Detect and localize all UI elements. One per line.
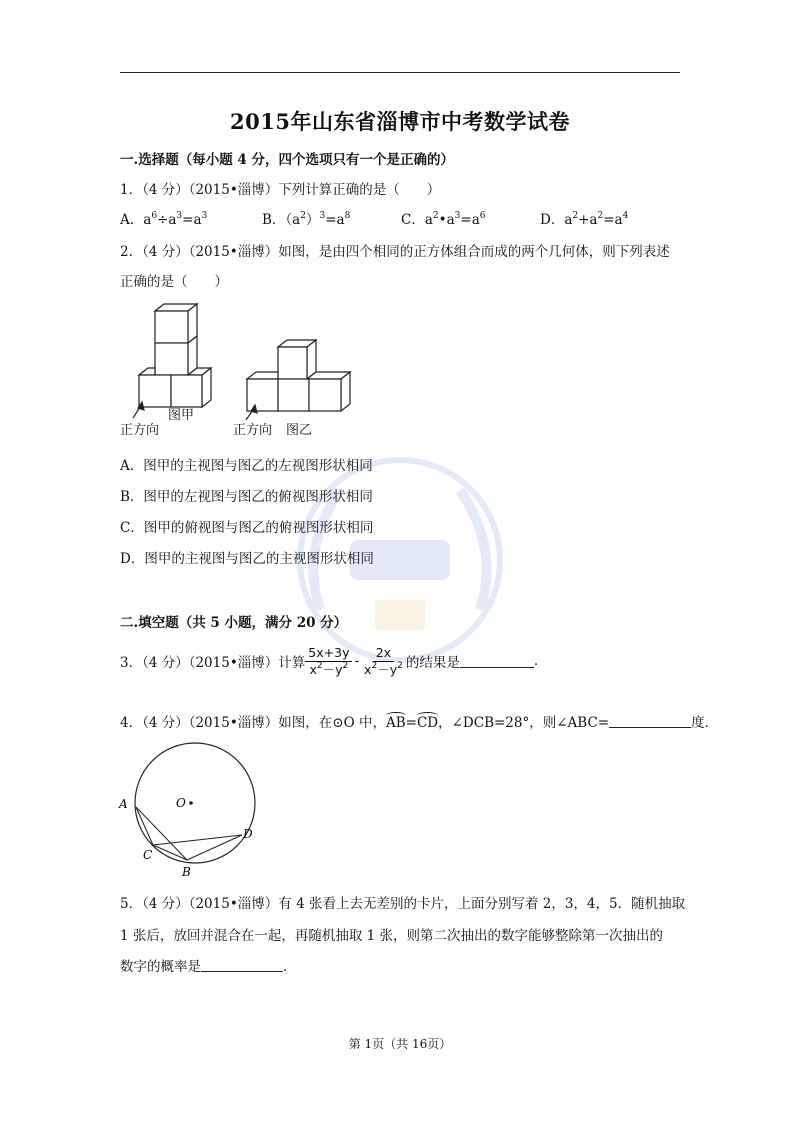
arc-cd: CD <box>416 715 439 731</box>
question-2-option-d: D．图甲的主视图与图乙的主视图形状相同 <box>120 551 374 567</box>
point-c-label: C <box>143 848 153 862</box>
point-a-label: A <box>119 797 128 811</box>
question-5-line3: 数字的概率是 ． <box>120 959 297 975</box>
question-4-circle-figure <box>115 740 275 880</box>
question-4: 4．（4 分）（2015•淄博）如图，在⊙O 中，AB=CD，∠DCB=28°，则∠ABC= 度． <box>120 715 719 731</box>
question-3: 3．（4 分）（2015•淄博）计算 $\frac{5x+3y}{x^2-y^2}$ - $\frac{2x}{x^2-y^2}$ 的结果是 . <box>120 645 539 677</box>
question-2-option-b: B．图甲的左视图与图乙的俯视图形状相同 <box>120 489 373 505</box>
question-1-option-d: D．$a^2+a^2=a^4$ <box>540 211 629 228</box>
page-title: 2015年山东省淄博市中考数学试卷 <box>230 109 570 134</box>
figure-yi-label: 图乙 <box>286 423 313 438</box>
center-dot <box>189 801 193 805</box>
question-3-answer-blank <box>460 655 534 668</box>
question-2-stem-line1: 2．（4 分）（2015•淄博）如图，是由四个相同的正方体组合而成的两个几何体，则下列表述 <box>120 244 670 260</box>
figure-yi-direction-label: 正方向 <box>233 423 273 438</box>
page-footer: 第 1页（共 16页） <box>348 1037 452 1051</box>
question-1-option-a: A．$a^6\div a^3=a^3$ <box>120 211 208 228</box>
figure-jia-direction-label: 正方向 <box>120 423 160 438</box>
question-2-option-c: C．图甲的俯视图与图乙的俯视图形状相同 <box>120 520 374 536</box>
question-1-stem: 1．（4 分）（2015•淄博）下列计算正确的是（ ） <box>120 182 441 198</box>
question-5-line2: 1 张后，放回并混合在一起，再随机抽取 1 张，则第二次抽出的数字能够整除第一次抽出的 <box>120 928 664 944</box>
point-b-label: B <box>182 865 191 879</box>
question-2-figure <box>115 298 365 438</box>
question-5-line1: 5．（4 分）（2015•淄博）有 4 张看上去无差别的卡片，上面分别写着 2，3，4，5．随机抽取 <box>120 896 686 912</box>
question-3-fraction-1: $\frac{5x+3y}{x^2-y^2}$ <box>305 645 352 677</box>
point-o-label: O <box>176 796 186 810</box>
question-3-fraction-2: $\frac{2x}{x^2-y^2}$ <box>364 645 403 677</box>
section-heading-choice: 一.选择题（每小题 4 分，四个选项只有一个是正确的） <box>120 152 454 168</box>
question-5-answer-blank <box>201 959 283 972</box>
question-2-stem-line2: 正确的是（ ） <box>120 274 228 290</box>
figure-jia-cubes <box>139 304 350 411</box>
section-heading-fill: 二.填空题（共 5 小题，满分 20 分） <box>120 615 348 631</box>
question-2-option-a: A．图甲的主视图与图乙的左视图形状相同 <box>120 458 373 474</box>
point-d-label: D <box>243 827 253 841</box>
question-1-option-c: C．$a^2•a^3=a^6$ <box>401 211 486 228</box>
question-4-answer-blank <box>609 715 691 728</box>
figure-jia-label: 图甲 <box>168 408 195 423</box>
arc-ab: AB <box>385 715 406 731</box>
question-1-option-b: B．$(a^2)^3=a^8$ <box>262 211 351 228</box>
header-rule <box>120 72 680 73</box>
